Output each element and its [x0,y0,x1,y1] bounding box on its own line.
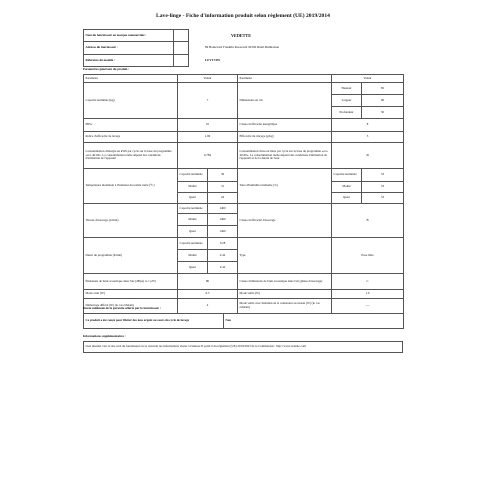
parameters-table [83,74,404,314]
spin-sub-label: Moitié [178,214,208,226]
noise-class-label: Classe d'émissions de bruit acoustique dans l'air (phase d'essorage) [238,274,332,290]
warranty-table [83,313,404,329]
networked-standby-label: Mode veille avec maintien de la connexion au réseau (W) (le cas échéant) [238,299,332,314]
warranty-heading: Durée minimale de la garantie offerte par le fournisseur : [83,306,161,310]
width-value: 60 [362,95,404,107]
off-mode-value: 0.5 [178,290,238,299]
value-header: Valeur [178,75,238,83]
energy-consumption-label: Consommation d'énergie en kWh par cycle sur la base du programme «eco 40-60». La consommation réelle dépend des conditions d'utilisation de l'appareil [84,143,178,169]
energy-class-label: Classe d'efficacité énergétique [238,119,332,132]
standby-value: 1.0 [332,290,404,299]
address-value: 89 Boulevard Franklin Roosevelt 92500 Rueil Malmaison [205,45,280,49]
duration-value: 3:28 [208,238,238,250]
noise-class-value: C [332,274,404,290]
param-header: Paramètre [84,75,178,83]
standby-label: Mode veille (W) [238,290,332,299]
additional-text: Lien internet vers le site web du fournisseur où se trouvent les informations visées à l'annexe II point 9 du règlement (UE) 2019/2023 de la Commission : http://www.vedette.com [84,342,403,353]
params-heading: Paramètres généraux du produit : [83,67,130,71]
supplier-value: VEDETTE [231,33,252,38]
address-label: Adresse du fournisseur : [84,42,174,55]
energy-consumption-value: 0,784 [178,143,238,169]
height-label: Hauteur [332,83,362,95]
depth-label: Profondeur [332,107,362,119]
washing-label: Indice d'efficacité de lavage [84,132,178,143]
duration-label: Durée du programme (h:min) [84,238,178,274]
rinsing-label: Efficacité du rinçage (g/kg) [238,132,332,143]
type-value: Pose libre [332,238,404,274]
water-consumption-label: Consommation d'eau en litres par cycle sur la base du programme «eco 40-60». La consommation réelle dépend des conditions d'utilisation de l'appareil et de la dureté de l'eau [238,143,332,169]
humidity-value: 53 [362,182,404,193]
duration-sub-label: Capacité nominale [178,238,208,250]
additional-heading: Informations supplémentaires : [83,334,126,338]
dimensions-label: Dimensions en cm [238,83,332,119]
humidity-label: Taux d'humidité résiduelle (%) [238,169,332,204]
noise-label: Émissions de bruit acoustique dans l'air [dB(A) re 1 pW] [84,274,178,290]
model-label: Référence du modèle : [84,55,174,67]
capacity-label: Capacité nominale (kg) [84,83,178,119]
temp-sub-label: Capacité nominale [178,169,208,182]
spin-value: 1400 [208,214,238,226]
capacity-value: 7 [178,83,238,119]
silver-ions-value: Non [224,314,404,329]
spin-value: 1400 [208,204,238,214]
silver-ions-label: Ce produit a été conçu pour libérer des ions argent au cours du cycle de lavage [84,314,224,329]
energy-class-value: E [332,119,404,132]
additional-table [83,341,403,353]
water-consumption-value: 45 [332,143,404,169]
noise-value: 80 [178,274,238,290]
humidity-value: 53 [362,169,404,182]
page-title: Lave-linge - Fiche d'information produit selon règlement (UE) 2019/2014 [156,13,330,19]
spin-value: 1400 [208,226,238,238]
temperature-label: Température maximale à l'intérieur du textile traité (°C) [84,169,178,204]
duration-value: 2:42 [208,262,238,274]
washing-value: 1.06 [178,132,238,143]
humidity-sub-label: Capacité nominale [332,169,362,182]
depth-value: 50 [362,107,404,119]
delay-start-label: Démarrage différé (W) (le cas échéant) [84,299,178,314]
spin-label: Vitesse d'essorage (tr/min) [84,204,178,238]
humidity-value: 53 [362,193,404,204]
humidity-sub-label: Quart [332,193,362,204]
rinsing-value: 5 [332,132,404,143]
spin-sub-label: Quart [178,226,208,238]
duration-sub-label: Quart [178,262,208,274]
eei-label: IEEw [84,119,178,132]
networked-standby-value: ---- [332,299,404,314]
temp-value: 39 [208,169,238,182]
supplier-label: Nom du fournisseur ou marque commerciale : [84,30,174,42]
param-header-2: Paramètre [238,75,332,83]
height-value: 85 [362,83,404,95]
delay-start-value: 4 [178,299,238,314]
spin-sub-label: Capacité nominale [178,204,208,214]
temp-value: 24 [208,193,238,204]
type-label: Type [238,238,332,274]
width-label: Largeur [332,95,362,107]
spin-class-value: B [332,204,404,238]
model-value: LFV174W [205,58,221,62]
eei-value: 91 [178,119,238,132]
duration-value: 2:42 [208,250,238,262]
value-header-2: Valeur [332,75,404,83]
temp-value: 31 [208,182,238,193]
humidity-sub-label: Moitié [332,182,362,193]
off-mode-label: Mode arrêt (W) [84,290,178,299]
duration-sub-label: Moitié [178,250,208,262]
temp-sub-label: Moitié [178,182,208,193]
supplier-table [83,29,189,67]
spin-class-label: Classe d'efficacité d'essorage [238,204,332,238]
temp-sub-label: Quart [178,193,208,204]
